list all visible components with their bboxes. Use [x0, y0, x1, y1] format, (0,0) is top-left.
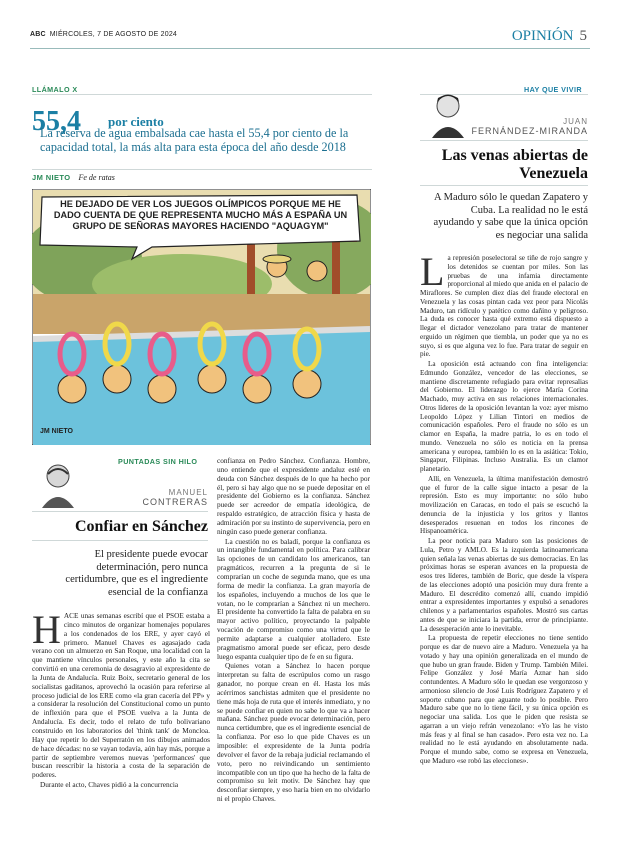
contreras-col2-p3: Quienes votan a Sánchez lo hacen porque interpretan su falta de escrúpulos como un rasgo ganador, no porque crean en él. Hasta los más acérrimos sanchistas admiten que el presidente no tiene más hoja de ruta que el interés inmediato, y no se puede confiar en quien no sabe lo que va a hacer mañana. Sánchez puede evocar determinación, pero nunca certidumbre, que es el ingrediente esencial de la confianza. Por eso lo que pide Chaves es un imposible: el expresidente de la Junta podría devolver el favor de la rebaja judicial reclamando el voto, pero no reivindicando un sentimiento incompatible con un tipo que ha hecho de la falta de compromiso su leit motiv. De Sánchez hay que desconfiar siempre, y eso haría bien en no olvidarlo ni el propio Chaves. — [217, 661, 370, 804]
contreras-headline: Confiar en Sánchez — [74, 518, 208, 535]
miranda-rule — [420, 140, 588, 141]
cartoon-image — [32, 189, 371, 445]
miranda-body — [420, 254, 588, 836]
miranda-subhead: A Maduro sólo le quedan Zapatero y Cuba. La realidad no le está ayudando y sabe que la única opción es negociar una salida — [433, 192, 588, 241]
contreras-subhead: El presidente puede evocar determinación, pero nunca certidumbre, que es el ingrediente esencial de la confianza — [65, 549, 208, 598]
cartoon-author-label: JM NIETO — [32, 173, 71, 182]
llamalo-number: 55,4 — [32, 106, 81, 137]
contreras-col1 — [32, 612, 210, 830]
miranda-headline: Las venas abiertas de Venezuela — [441, 147, 588, 182]
miranda-rule-2 — [420, 185, 588, 186]
contreras-rule — [32, 511, 208, 512]
contreras-col2-p1: confianza en Pedro Sánchez. Confianza. Hombre, uno entiende que el expresidente andaluz esté en deuda con Sánchez después de lo que ha hecho por él, pero si hay algo que no se puede depositar en el presidente del Gobierno es la confianza. Sánchez puede ser acreedor de empatía ideológica, de respaldo estratégico, de atracción física y hasta de admiración por su instinto de supervivencia, pero en ningún caso puede generar confianza. — [217, 457, 370, 536]
miranda-p4: La peor noticia para Maduro son las posiciones de Lula, Petro y AMLO. Es la izquierda latinoamericana quien señala las venas abiertas de sus democracias. En las próximas horas se esperan avances en la propuesta de esos tres líderes, también de Boric, que desde la víspera de las elecciones adoptó una posición muy dura frente a Maduro. El descrédito comenzó allí, cuando impidió entrar a expresidentes importantes y expulsó a senadores chilenos y a parlamentarios españoles. Mostró sus cartas antes de que se iniciara la partida, error de principiante. La desesperación ante lo inevitable. — [420, 537, 588, 633]
cartoon-title: Fe de ratas — [78, 173, 115, 182]
contreras-rule-2 — [32, 540, 208, 541]
miranda-author-last: FERNÁNDEZ-MIRANDA — [471, 126, 588, 136]
contreras-col2-p2: La cuestión no es baladí, porque la confianza es un intangible fundamental en política. Para calibrar las opciones de un candidato los americanos, tan pragmáticos, recurren a la pregunta de si le comprarían un coche de segunda mano, que es una forma de medir la confianza. La gran mayoría de los españoles, incluyendo a muchos de los que le votan, no le comprarían a Sánchez ni un mechero. El presidente ha convertido la falta de palabra en su mayor activo político, proyectando la palpable vocación de compromiso como una virtud que le permite adaptarse a cualquier atolladero. Este pragmatismo amoral puede ser eficaz, pero desde luego espanta cualquier tipo de fe en su figura. — [217, 536, 370, 661]
contreras-col2 — [217, 457, 370, 835]
contreras-col1-p1: HACE unas semanas escribí que el PSOE estaba a cinco minutos de organizar homenajes populares a los condenados de los ERE, y ayer cayó el primero. Manuel Chaves es agasajado cada verano con un almuerzo en San Roque, una localidad con la que mantiene vínculos personales, y este año la cita se convirtió en una ceremonia de desagravio al expresidente de la Junta de Andalucía. Ruiz Boix, secretario general de los socialistas gaditanos, aprovechó la ocasión para referirse al proceso judicial de los ERE como «la gran cacería del PP» y a considerar la resolución del Constitucional como un punto de inflexión para que el PSOE vuelva a la Junta de Andalucía. Es decir, todo el relato de tufo bolivariano construido en los laboratorios del 'think tank' de Moncloa. Hay que repetir lo del Superratón en los dibujos animados de hace décadas: no se vayan todavía, aún hay más, porque a partir de septiembre veremos nuevas 'performances' que buscan reescribir la historia a costa de la separación de poderes. — [32, 612, 210, 780]
page-header-meta — [30, 31, 177, 38]
header-rule — [30, 48, 590, 49]
brand: ABC — [30, 31, 46, 38]
llamalo-label: LLÁMALO X — [32, 85, 78, 94]
llamalo-unit: por ciento — [108, 114, 164, 129]
cartoon-caption — [32, 173, 115, 182]
contreras-author-last: CONTRERAS — [142, 497, 208, 507]
section-name: OPINIÓN — [511, 28, 574, 44]
cartoon-signature: JM NIETO — [40, 428, 73, 435]
miranda-p5: La propuesta de repetir elecciones no tiene sentido porque es dar de nuevo aire a Maduro. Venezuela ya ha votado y hay una opinión generalizada en el mundo de que hubo un gran fraude. Biden y Trump. También Milei. Felipe González y José María Aznar han sido contundentes. A Maduro sólo le quedan ese vergonzoso y armonioso silencio de José Luis Rodríguez Zapatero y el soporte cubano para que aguante todo lo posible. Pero Maduro sabe que no lo tiene fácil, y su única opción es negociar una salida. Los que le piden que resista se agarran a un viejo refrán venezolano: «Yo las he visto más feas y al final se han casado». Pero esta vez no. La realidad no le está ayudando en absolutamente nada. Porque el mundo sabe, como se expresa en Venezuela, que Maduro «se robó las elecciones». — [420, 634, 588, 765]
llamalo-text: La reserva de agua embalsada cae hasta el 55,4 por ciento de la capacidad total, la más alta para esta época del año desde 2018 — [40, 126, 349, 154]
contreras-col1-p2: Durante el acto, Chaves pidió a la concurrencia — [40, 780, 179, 790]
miranda-p2: La oposición está actuando con fina inteligencia: Edmundo González, vencedor de las elecciones, se mantiene discretamente refugiado para evitar represalias del Gobierno. El liderazgo lo ejerce María Corina Machado, muy activa en sus relaciones internacionales. Otros líderes de la oposición levantan la voz: ayer mismo Leopoldo López y Lilian Tintori en medios de comunicación españoles. Pero el fraude no sólo es un clamor en España, la madre patria, lo es en todo el mundo. Venezuela no sólo es noticia en la prensa americana y europea, también lo es en la asiática: Tokio, Singapur, Filipinas. Incluso Australia. Es un clamor planetario. — [420, 360, 588, 473]
miranda-p3: Allí, en Venezuela, la última manifestación demostró que el furor de la calle sigue intacto a pesar de la represión. Esto es muy importante: no sólo hubo movilización en Caracas, en todo el país se escuchó la denuncia de la injusticia y los gritos y llantos desesperados resuenan en todos los rincones de Hispanoamérica. — [420, 474, 588, 536]
date: MIÉRCOLES, 7 DE AGOSTO DE 2024 — [49, 31, 178, 38]
page-number: 5 — [579, 28, 587, 44]
cartoon-rule — [32, 169, 372, 170]
miranda-p1: La represión poselectoral se tiñe de rojo sangre y los detenidos se cuentan por miles. Son las pruebas de una infamia directamente proporcional al miedo que anida en el palacio de Miraflores. Se cumplen diez días del fraude electoral en Venezuela y las cosas pintan cada vez peor para Nicolás Maduro, tan ridículo y patético como dañino y peligroso. La duda es conocer hasta qué extremo está dispuesto a llegar el dictador venezolano para tratar de mantener erguido un régimen que tiembla, un poder que ya no es suyo, si es que alguna vez lo fue. Para tratar de seguir en pie. — [420, 254, 588, 359]
cartoon-speech: HE DEJADO DE VER LOS JUEGOS OLÍMPICOS PORQUE ME HE DADO CUENTA DE QUE REPRESENTA MUCHO MÁS A ESPAÑA UN GRUPO DE SEÑORAS MAYORES HACIENDO "AQUAGYM" — [53, 199, 348, 231]
miranda-label: HAY QUE VIVIR — [524, 85, 582, 94]
contreras-label: PUNTADAS SIN HILO — [118, 457, 198, 466]
miranda-author-first: JUAN — [563, 117, 588, 126]
contreras-author-first: MANUEL — [168, 488, 208, 497]
section-title — [512, 28, 587, 45]
llamalo-rule — [32, 94, 372, 95]
contreras-portrait — [38, 460, 78, 508]
